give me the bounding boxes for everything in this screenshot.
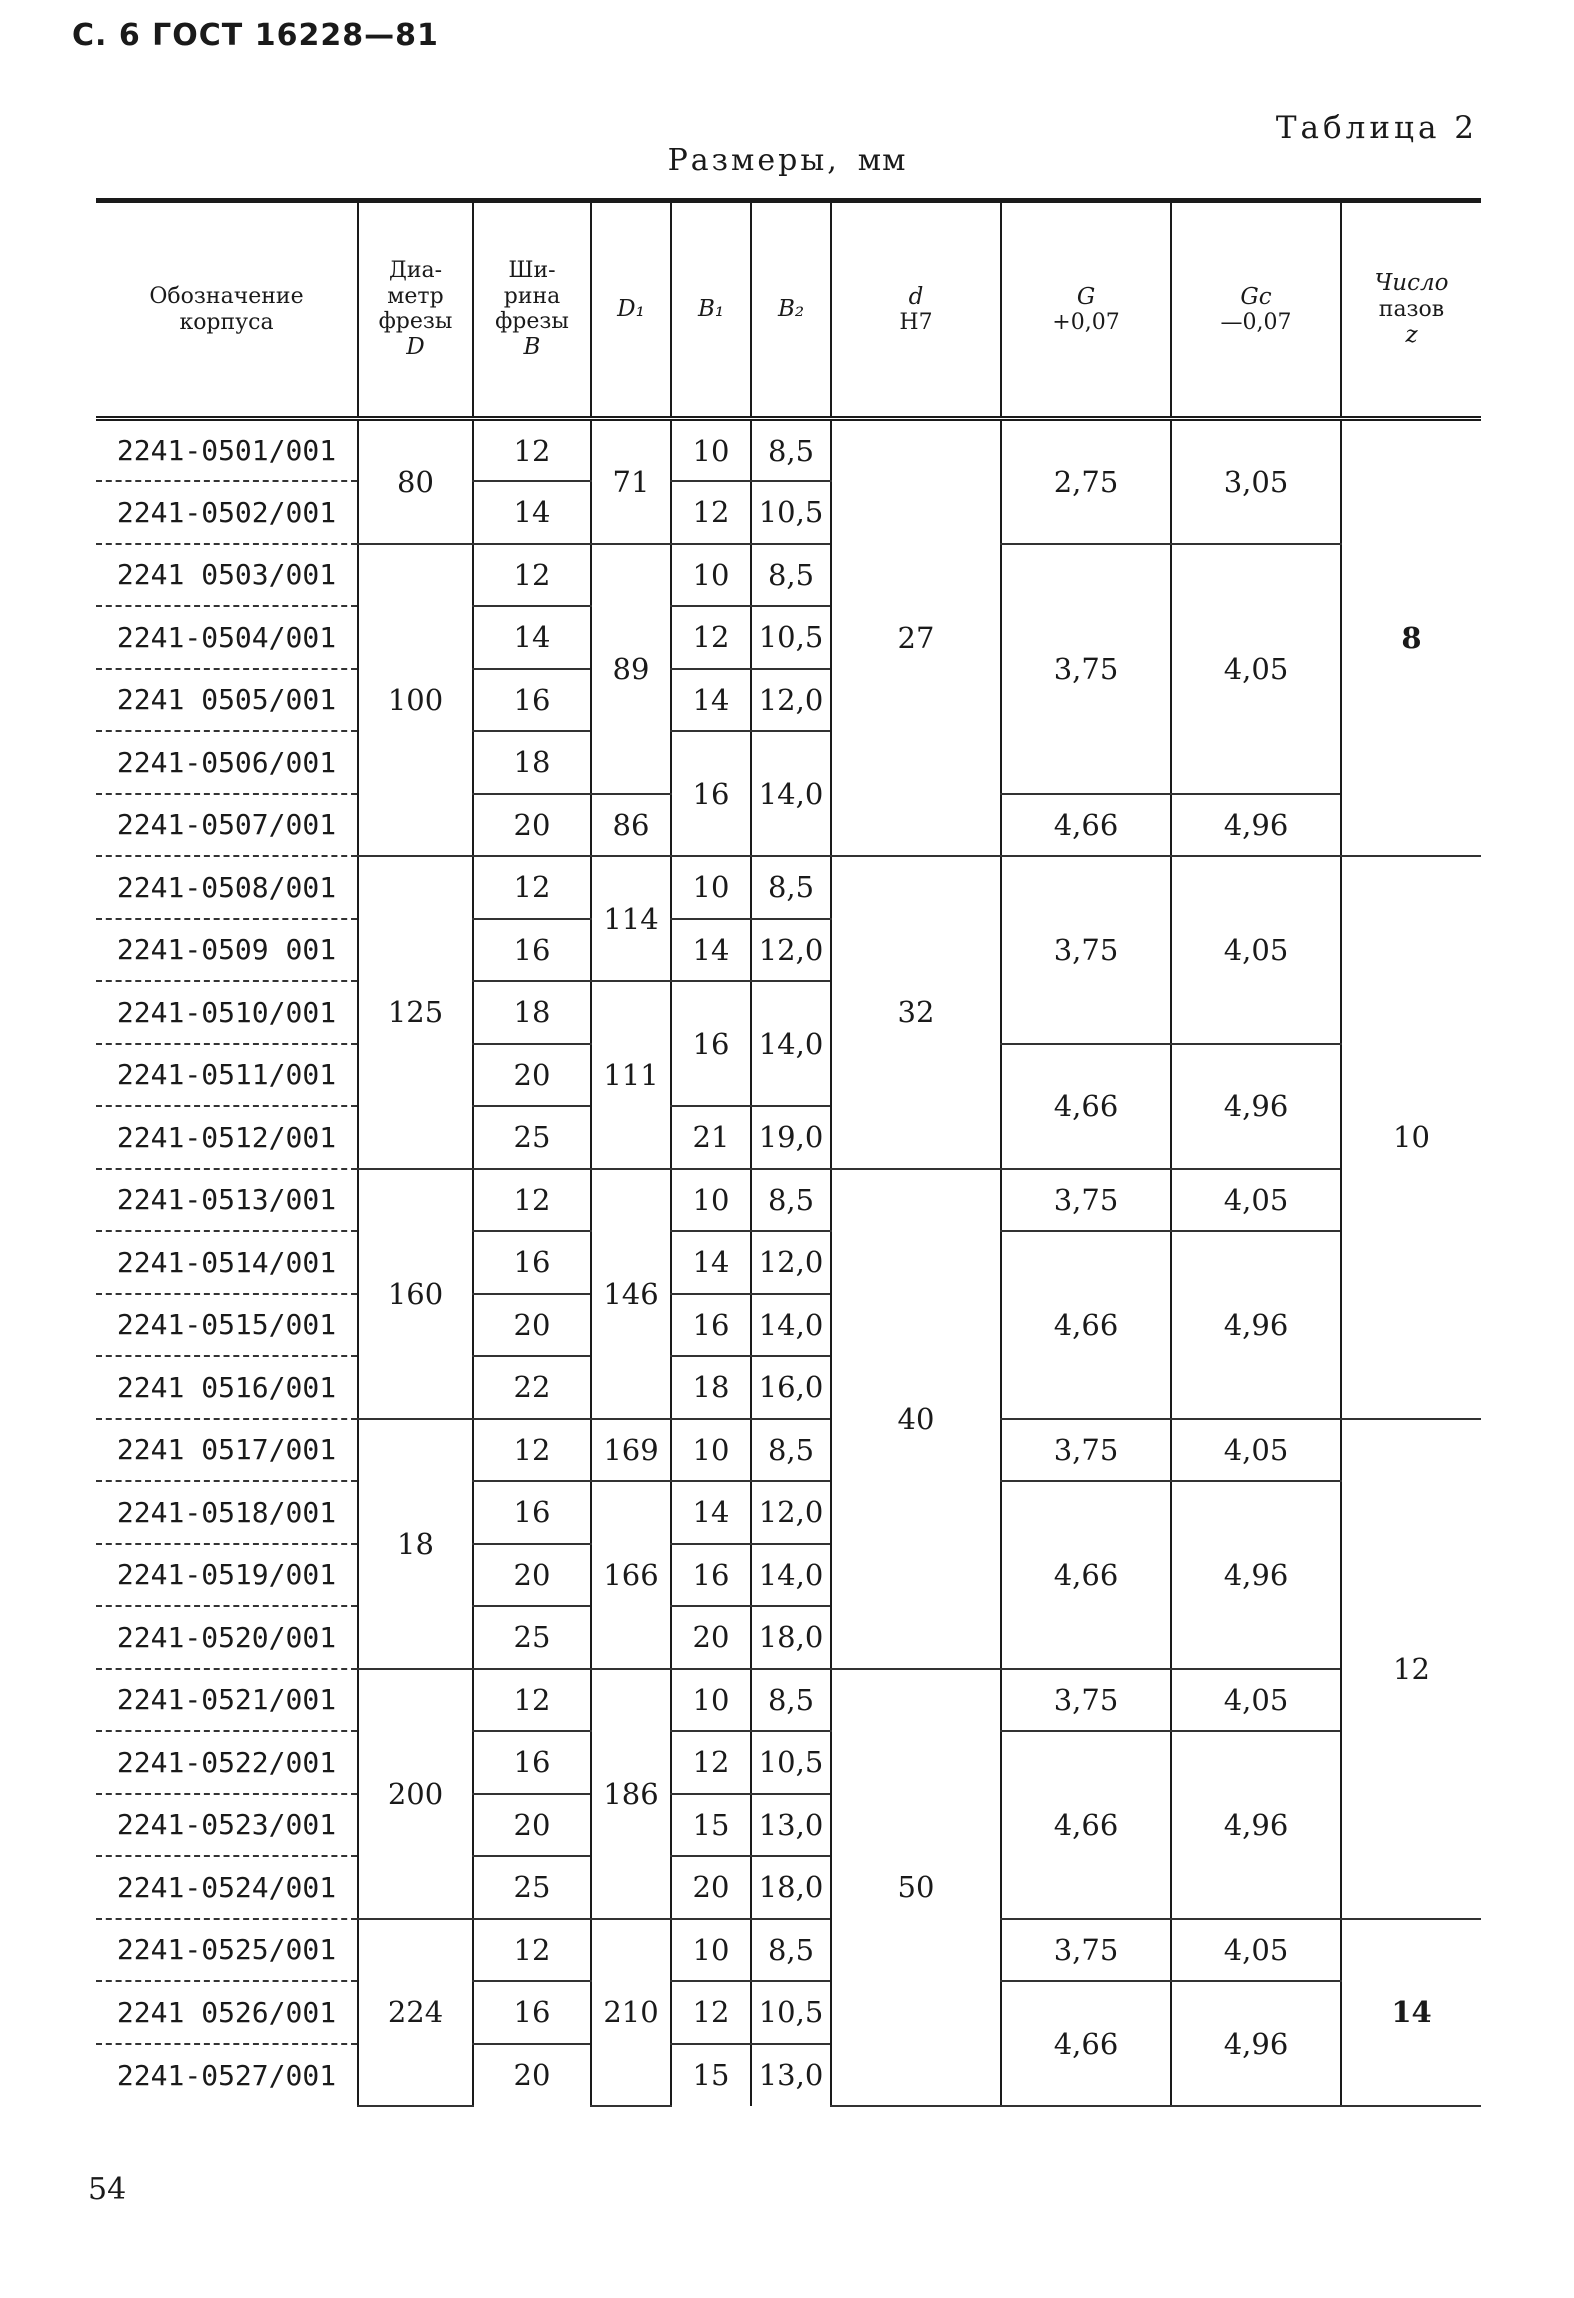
d1-cell: 71 — [591, 419, 671, 544]
b1-cell: 15 — [671, 1794, 751, 1857]
b1-cell: 16 — [671, 981, 751, 1106]
designation-cell: 2241-0520/001 — [96, 1606, 358, 1669]
g-cell: 3,75 — [1001, 1419, 1171, 1482]
width-cell: 12 — [473, 1669, 591, 1732]
b1-cell: 18 — [671, 1356, 751, 1419]
designation-cell: 2241-0518/001 — [96, 1481, 358, 1544]
table-row — [96, 1919, 1481, 1982]
width-cell: 16 — [473, 1981, 591, 2044]
g-cell: 3,75 — [1001, 1919, 1171, 1982]
designation-cell: 2241-0501/001 — [96, 419, 358, 482]
b1-cell: 10 — [671, 419, 751, 482]
width-cell: 20 — [473, 794, 591, 857]
b2-cell: 8,5 — [751, 1419, 831, 1482]
designation-cell: 2241-0511/001 — [96, 1044, 358, 1107]
width-cell: 12 — [473, 1919, 591, 1982]
designation-cell: 2241-0506/001 — [96, 731, 358, 794]
width-cell: 18 — [473, 981, 591, 1044]
b1-cell: 16 — [671, 1544, 751, 1607]
table-row — [96, 1169, 1481, 1232]
d1-cell: 166 — [591, 1481, 671, 1669]
designation-cell: 2241-0508/001 — [96, 856, 358, 919]
b2-cell: 14,0 — [751, 731, 831, 856]
col-width: Ши- рина фрезы B — [473, 201, 591, 419]
designation-cell: 2241-0515/001 — [96, 1294, 358, 1357]
width-cell: 20 — [473, 1544, 591, 1607]
width-cell: 20 — [473, 1044, 591, 1107]
slots-cell: 12 — [1341, 1419, 1481, 1919]
b2-cell: 8,5 — [751, 1919, 831, 1982]
g-cell: 4,66 — [1001, 1981, 1171, 2106]
b1-cell: 10 — [671, 1669, 751, 1732]
col-b1: B₁ — [671, 201, 751, 419]
bore-cell: 50 — [831, 1669, 1001, 2107]
g-cell: 4,66 — [1001, 794, 1171, 857]
designation-cell: 2241-0525/001 — [96, 1919, 358, 1982]
designation-cell: 2241-0514/001 — [96, 1231, 358, 1294]
b1-cell: 16 — [671, 1294, 751, 1357]
table-header-row — [96, 201, 1481, 419]
b1-cell: 12 — [671, 1981, 751, 2044]
diameter-cell: 160 — [358, 1169, 473, 1419]
diameter-cell: 200 — [358, 1669, 473, 1919]
designation-cell: 2241-0521/001 — [96, 1669, 358, 1732]
width-cell: 14 — [473, 481, 591, 544]
gc-cell: 3,05 — [1171, 419, 1341, 544]
b2-cell: 18,0 — [751, 1606, 831, 1669]
table-row — [96, 1981, 1481, 2044]
g-cell: 3,75 — [1001, 544, 1171, 794]
designation-cell: 2241 0526/001 — [96, 1981, 358, 2044]
col-d1: D₁ — [591, 201, 671, 419]
diameter-cell: 80 — [358, 419, 473, 544]
gc-cell: 4,05 — [1171, 856, 1341, 1044]
col-diameter: Диа- метр фрезы D — [358, 201, 473, 419]
slots-cell: 14 — [1341, 1919, 1481, 2107]
designation-cell: 2241 0517/001 — [96, 1419, 358, 1482]
width-cell: 25 — [473, 1106, 591, 1169]
width-cell: 16 — [473, 1731, 591, 1794]
b1-cell: 14 — [671, 669, 751, 732]
g-cell: 3,75 — [1001, 1169, 1171, 1232]
designation-cell: 2241-0502/001 — [96, 481, 358, 544]
b1-cell: 10 — [671, 1169, 751, 1232]
gc-cell: 4,05 — [1171, 1419, 1341, 1482]
col-b2: B₂ — [751, 201, 831, 419]
d1-cell: 86 — [591, 794, 671, 857]
b1-cell: 12 — [671, 606, 751, 669]
designation-cell: 2241-0512/001 — [96, 1106, 358, 1169]
width-cell: 12 — [473, 1419, 591, 1482]
b1-cell: 14 — [671, 1481, 751, 1544]
d1-cell: 111 — [591, 981, 671, 1169]
b2-cell: 13,0 — [751, 2044, 831, 2107]
b2-cell: 8,5 — [751, 856, 831, 919]
g-cell: 3,75 — [1001, 856, 1171, 1044]
subtitle-title: Размеры, — [667, 143, 840, 178]
col-gc: Gс —0,07 — [1171, 201, 1341, 419]
b1-cell: 10 — [671, 1919, 751, 1982]
b1-cell: 10 — [671, 544, 751, 607]
subtitle-unit: мм — [857, 143, 907, 178]
width-cell: 18 — [473, 731, 591, 794]
b1-cell: 20 — [671, 1856, 751, 1919]
b1-cell: 10 — [671, 856, 751, 919]
width-cell: 16 — [473, 1231, 591, 1294]
gc-cell: 4,96 — [1171, 1481, 1341, 1669]
width-cell: 12 — [473, 1169, 591, 1232]
table-body — [96, 419, 1481, 2107]
g-cell: 4,66 — [1001, 1481, 1171, 1669]
col-z: Число пазов z — [1341, 201, 1481, 419]
table-row — [96, 1669, 1481, 1732]
gc-cell: 4,96 — [1171, 794, 1341, 857]
diameter-cell: 125 — [358, 856, 473, 1169]
page-header: С. 6 ГОСТ 16228—81 — [72, 18, 439, 53]
table-row — [96, 419, 1481, 482]
width-cell: 22 — [473, 1356, 591, 1419]
b2-cell: 14,0 — [751, 981, 831, 1106]
width-cell: 12 — [473, 419, 591, 482]
width-cell: 16 — [473, 1481, 591, 1544]
b2-cell: 12,0 — [751, 1231, 831, 1294]
b2-cell: 12,0 — [751, 1481, 831, 1544]
col-g: G +0,07 — [1001, 201, 1171, 419]
width-cell: 25 — [473, 1606, 591, 1669]
d1-cell: 114 — [591, 856, 671, 981]
col-d: d H7 — [831, 201, 1001, 419]
diameter-cell: 18 — [358, 1419, 473, 1669]
b1-cell: 12 — [671, 481, 751, 544]
table-row — [96, 1731, 1481, 1794]
designation-cell: 2241-0509 001 — [96, 919, 358, 982]
gc-cell: 4,05 — [1171, 544, 1341, 794]
g-cell: 4,66 — [1001, 1044, 1171, 1169]
width-cell: 14 — [473, 606, 591, 669]
table-row — [96, 1419, 1481, 1482]
b2-cell: 10,5 — [751, 1731, 831, 1794]
b2-cell: 8,5 — [751, 544, 831, 607]
d1-cell: 146 — [591, 1169, 671, 1419]
g-cell: 3,75 — [1001, 1669, 1171, 1732]
gc-cell: 4,05 — [1171, 1169, 1341, 1232]
b2-cell: 8,5 — [751, 1669, 831, 1732]
table-row — [96, 856, 1481, 919]
designation-cell: 2241-0527/001 — [116, 2058, 337, 2092]
b1-cell: 12 — [671, 1731, 751, 1794]
b1-cell: 16 — [671, 731, 751, 856]
bore-cell: 27 — [831, 419, 1001, 857]
width-cell: 16 — [473, 669, 591, 732]
d1-cell: 186 — [591, 1669, 671, 1919]
designation-cell: 2241-0504/001 — [96, 606, 358, 669]
bore-cell: 32 — [831, 856, 1001, 1169]
b2-cell: 13,0 — [751, 1794, 831, 1857]
designation-cell: 2241-0507/001 — [96, 794, 358, 857]
slots-cell: 10 — [1341, 856, 1481, 1419]
b1-cell: 14 — [671, 1231, 751, 1294]
d1-cell: 169 — [591, 1419, 671, 1482]
g-cell: 4,66 — [1001, 1231, 1171, 1419]
b2-cell: 18,0 — [751, 1856, 831, 1919]
table-row — [96, 1231, 1481, 1294]
diameter-cell: 224 — [358, 1919, 473, 2107]
g-cell: 2,75 — [1001, 419, 1171, 544]
b1-cell: 14 — [671, 919, 751, 982]
width-cell: 20 — [473, 1794, 591, 1857]
designation-cell: 2241-0519/001 — [96, 1544, 358, 1607]
d1-cell: 210 — [591, 1919, 671, 2107]
designation-cell: 2241-0522/001 — [96, 1731, 358, 1794]
b1-cell: 10 — [671, 1419, 751, 1482]
designation-cell: 2241 0503/001 — [96, 544, 358, 607]
width-cell: 25 — [473, 1856, 591, 1919]
designation-cell: 2241 0505/001 — [96, 669, 358, 732]
designation-cell: 2241-0510/001 — [96, 981, 358, 1044]
designation-cell: 2241-0513/001 — [96, 1169, 358, 1232]
b2-cell: 8,5 — [751, 419, 831, 482]
gc-cell: 4,05 — [1171, 1919, 1341, 1982]
designation-cell: 2241-0523/001 — [96, 1794, 358, 1857]
gc-cell: 4,96 — [1171, 1731, 1341, 1919]
width-cell: 12 — [473, 856, 591, 919]
d1-cell: 89 — [591, 544, 671, 794]
gc-cell: 4,05 — [1171, 1669, 1341, 1732]
b2-cell: 19,0 — [751, 1106, 831, 1169]
table-row — [96, 1481, 1481, 1544]
b2-cell: 16,0 — [751, 1356, 831, 1419]
b2-cell: 14,0 — [751, 1294, 831, 1357]
bore-cell: 40 — [831, 1169, 1001, 1669]
table-subtitle — [0, 143, 1574, 178]
b2-cell: 10,5 — [751, 1981, 831, 2044]
width-cell: 16 — [473, 919, 591, 982]
col-designation: Обозначение корпуса — [96, 201, 358, 419]
b2-cell: 10,5 — [751, 481, 831, 544]
b2-cell: 14,0 — [751, 1544, 831, 1607]
slots-cell: 8 — [1341, 419, 1481, 857]
designation-cell: 2241 0516/001 — [96, 1356, 358, 1419]
b2-cell: 12,0 — [751, 919, 831, 982]
b2-cell: 12,0 — [751, 669, 831, 732]
table-label: Таблица 2 — [1275, 110, 1478, 146]
width-cell: 12 — [473, 544, 591, 607]
b1-cell: 21 — [671, 1106, 751, 1169]
gc-cell: 4,96 — [1171, 1044, 1341, 1169]
b1-cell: 15 — [671, 2044, 751, 2107]
page-number: 54 — [88, 2172, 127, 2207]
diameter-cell: 100 — [358, 544, 473, 857]
designation-cell: 2241-0524/001 — [96, 1856, 358, 1919]
dimensions-table — [96, 198, 1481, 2107]
b2-cell: 10,5 — [751, 606, 831, 669]
b1-cell: 20 — [671, 1606, 751, 1669]
table-row — [96, 544, 1481, 607]
g-cell: 4,66 — [1001, 1731, 1171, 1919]
width-cell: 20 — [473, 1294, 591, 1357]
gc-cell: 4,96 — [1171, 1981, 1341, 2106]
b2-cell: 8,5 — [751, 1169, 831, 1232]
width-cell: 20 — [473, 2044, 591, 2107]
gc-cell: 4,96 — [1171, 1231, 1341, 1419]
